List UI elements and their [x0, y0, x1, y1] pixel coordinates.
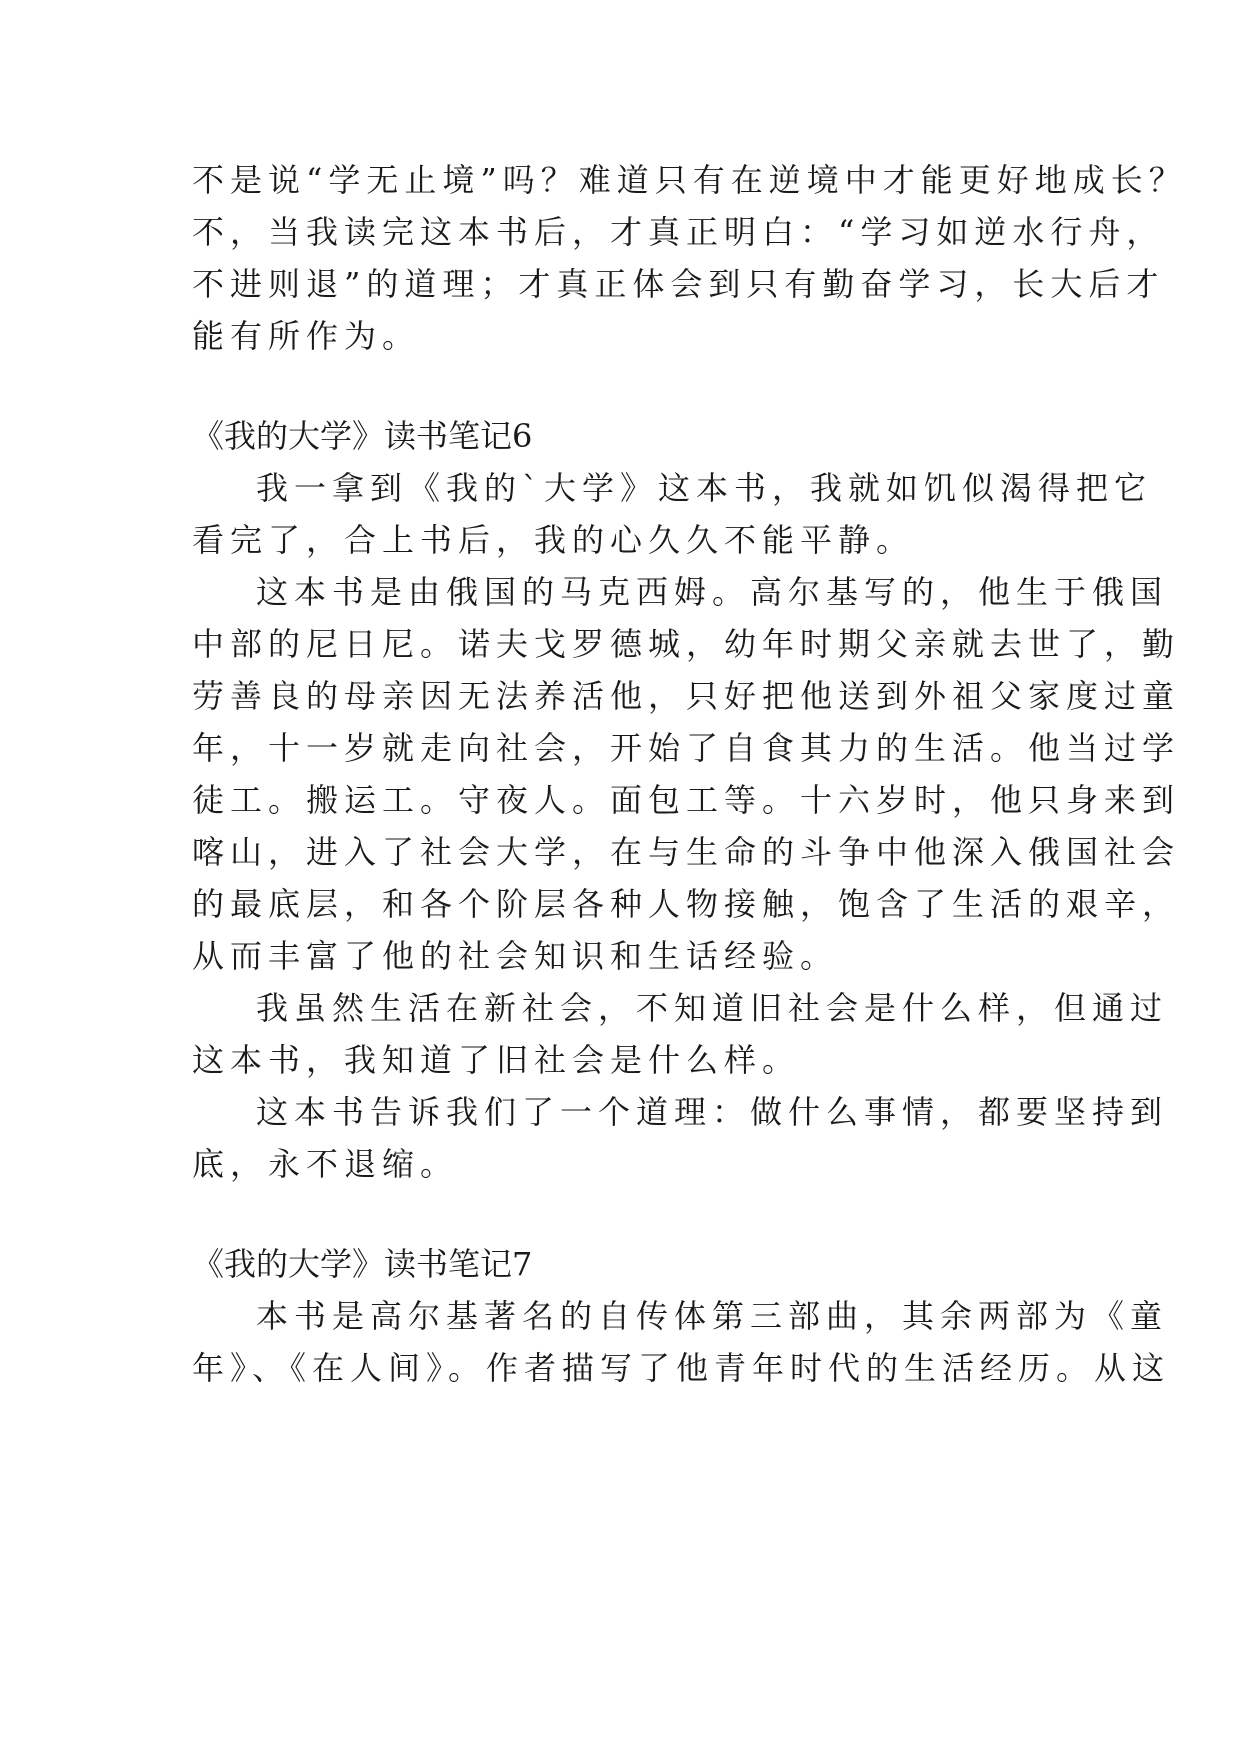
paragraph-first-line: 本书是高尔基著名的自传体第三部曲，其余两部为《童 — [256, 1297, 1169, 1335]
text-line: 这本书，我知道了旧社会是什么样。 — [192, 1041, 801, 1079]
text-line: 不进则退”的道理；才真正体会到只有勤奋学习，长大后才 — [192, 265, 1165, 303]
paragraph-first-line: 我一拿到《我的`大学》这本书，我就如饥似渴得把它 — [256, 469, 1153, 507]
text-line: 劳善良的母亲因无法养活他，只好把他送到外祖父家度过童 — [192, 677, 1181, 715]
text-line: 喀山，进入了社会大学，在与生命的斗争中他深入俄国社会 — [192, 833, 1181, 871]
text-line: 底，永不退缩。 — [192, 1145, 459, 1183]
section-heading: 《我的大学》读书笔记6 — [192, 417, 533, 455]
text-line: 年》、《在人间》。作者描写了他青年时代的生活经历。从这 — [192, 1349, 1171, 1387]
text-line: 不，当我读完这本书后，才真正明白：“学习如逆水行舟， — [192, 213, 1165, 251]
text-line: 年，十一岁就走向社会，开始了自食其力的生活。他当过学 — [192, 729, 1181, 767]
paragraph-first-line: 这本书告诉我们了一个道理：做什么事情，都要坚持到 — [256, 1093, 1169, 1131]
text-line: 中部的尼日尼。诺夫戈罗德城，幼年时期父亲就去世了，勤 — [192, 625, 1181, 663]
text-line: 不是说“学无止境”吗？难道只有在逆境中才能更好地成长？ — [192, 161, 1187, 199]
text-line: 徒工。搬运工。守夜人。面包工等。十六岁时，他只身来到 — [192, 781, 1181, 819]
section-heading: 《我的大学》读书笔记7 — [192, 1245, 533, 1283]
text-line: 看完了，合上书后，我的心久久不能平静。 — [192, 521, 915, 559]
paragraph-first-line: 这本书是由俄国的马克西姆。高尔基写的，他生于俄国 — [256, 573, 1169, 611]
paragraph-first-line: 我虽然生活在新社会，不知道旧社会是什么样，但通过 — [256, 989, 1169, 1027]
text-line: 的最底层，和各个阶层各种人物接触，饱含了生活的艰辛， — [192, 885, 1181, 923]
text-line: 能有所作为。 — [192, 317, 421, 355]
text-line: 从而丰富了他的社会知识和生话经验。 — [192, 937, 839, 975]
